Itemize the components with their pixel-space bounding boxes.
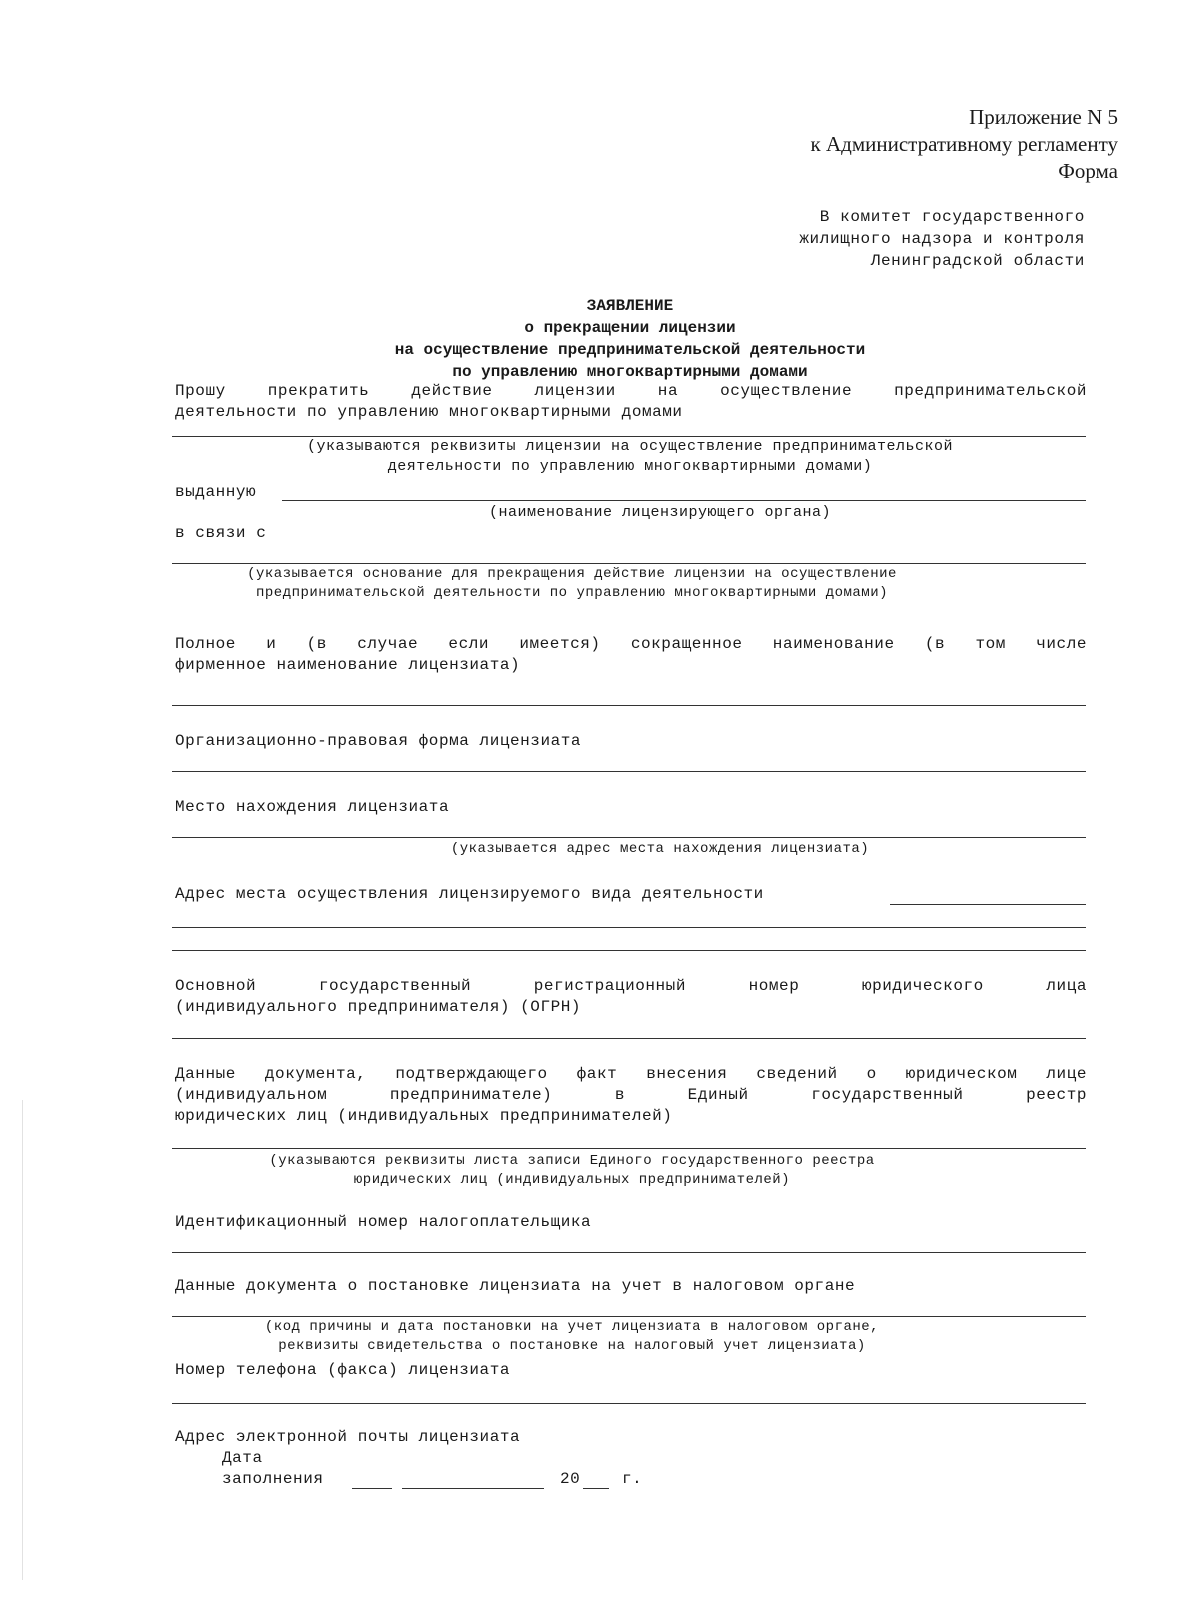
request-text: [175, 381, 1087, 423]
activity-address-field-1[interactable]: [890, 904, 1086, 905]
date-year-field[interactable]: [583, 1488, 609, 1489]
ogrn-line-2: (индивидуального предпринимателя) (ОГРН): [175, 998, 582, 1016]
full-name-field[interactable]: [172, 705, 1086, 706]
title-line-1: ЗАЯВЛЕНИЕ: [586, 297, 674, 315]
registry-doc-field[interactable]: [172, 1148, 1086, 1149]
date-label-line-2: заполнения: [222, 1470, 324, 1488]
ogrn-field[interactable]: [172, 1038, 1086, 1039]
ogrn-label: [175, 976, 1087, 1018]
request-line-2: деятельности по управлению многоквартирными домами: [175, 403, 683, 421]
appendix-header: [518, 104, 1118, 185]
reason-field[interactable]: [172, 563, 1086, 564]
appendix-reference: к Административному регламенту: [810, 132, 1118, 156]
inn-label: Идентификационный номер налогоплательщика: [175, 1213, 592, 1231]
reason-hint-line-2: предпринимательской деятельности по управлению многоквартирными домами): [256, 585, 888, 601]
document-title: [172, 295, 1088, 383]
location-hint: (указывается адрес места нахождения лицензиата): [450, 841, 870, 857]
registry-doc-line-3: юридических лиц (индивидуальных предпринимателей): [175, 1107, 673, 1125]
full-name-line-1: Полное и (в случае если имеется) сокращенное наименование (в том числе: [175, 635, 1087, 653]
issuing-authority-hint: (наименование лицензирующего органа): [488, 504, 832, 521]
registry-doc-label: [175, 1064, 1087, 1127]
registry-doc-line-2: (индивидуальном предпринимателе) в Единый государственный реестр: [175, 1086, 1087, 1104]
issued-label: выданную: [175, 483, 257, 501]
addressee-line-1: В комитет государственного: [819, 208, 1085, 226]
scan-edge-line: [22, 1100, 23, 1580]
activity-address-field-3[interactable]: [172, 950, 1086, 951]
location-label: Место нахождения лицензиата: [175, 798, 450, 816]
addressee-line-3: Ленинградской области: [870, 252, 1085, 270]
date-label-line-1: Дата: [222, 1449, 263, 1467]
license-details-hint: [172, 437, 1088, 477]
tax-doc-hint-line-1: (код причины и дата постановки на учет лицензиата в налоговом органе,: [264, 1319, 880, 1335]
registry-doc-line-1: Данные документа, подтверждающего факт внесения сведений о юридическом лице: [175, 1065, 1087, 1083]
date-month-field[interactable]: [402, 1488, 544, 1489]
date-year-suffix: г.: [622, 1470, 643, 1488]
inn-field[interactable]: [172, 1252, 1086, 1253]
legal-form-field[interactable]: [172, 771, 1086, 772]
reason-hint: [172, 565, 972, 603]
title-line-3: на осуществление предпринимательской деятельности: [394, 341, 866, 359]
tax-doc-hint: [172, 1318, 972, 1356]
request-line-1: Прошу прекратить действие лицензии на осуществление предпринимательской: [175, 382, 1087, 400]
registry-doc-hint: [172, 1152, 972, 1190]
phone-label: Номер телефона (факса) лицензиата: [175, 1361, 511, 1379]
date-year-prefix: 20: [560, 1470, 581, 1488]
phone-field[interactable]: [172, 1403, 1086, 1404]
registry-doc-hint-line-1: (указываются реквизиты листа записи Единого государственного реестра: [269, 1153, 875, 1169]
issuing-authority-field[interactable]: [282, 500, 1086, 501]
reason-label: в связи с: [175, 524, 267, 542]
license-details-hint-line-1: (указываются реквизиты лицензии на осуществление предпринимательской: [306, 438, 954, 455]
legal-form-label: Организационно-правовая форма лицензиата: [175, 732, 582, 750]
full-name-line-2: фирменное наименование лицензиата): [175, 656, 521, 674]
title-line-4: по управлению многоквартирными домами: [452, 363, 808, 381]
ogrn-line-1: Основной государственный регистрационный номер юридического лица: [175, 977, 1087, 995]
registry-doc-hint-line-2: юридических лиц (индивидуальных предпринимателей): [353, 1172, 791, 1188]
tax-doc-hint-line-2: реквизиты свидетельства о постановке на налоговый учет лицензиата): [278, 1338, 866, 1354]
tax-doc-label: Данные документа о постановке лицензиата на учет в налоговом органе: [175, 1277, 856, 1295]
appendix-number: Приложение N 5: [969, 105, 1118, 129]
addressee-line-2: жилищного надзора и контроля: [799, 230, 1085, 248]
tax-doc-field[interactable]: [172, 1316, 1086, 1317]
activity-address-field-2[interactable]: [172, 927, 1086, 928]
title-line-2: о прекращении лицензии: [524, 319, 736, 337]
email-label: Адрес электронной почты лицензиата: [175, 1428, 521, 1446]
license-details-hint-line-2: деятельности по управлению многоквартирными домами): [387, 458, 873, 475]
location-field[interactable]: [172, 837, 1086, 838]
appendix-form-label: Форма: [1058, 159, 1118, 183]
full-name-label: [175, 634, 1087, 676]
reason-hint-line-1: (указывается основание для прекращения действие лицензии на осуществление: [247, 566, 897, 582]
addressee-block: [585, 206, 1085, 272]
activity-address-label: Адрес места осуществления лицензируемого вида деятельности: [175, 885, 764, 903]
date-day-field[interactable]: [352, 1488, 392, 1489]
